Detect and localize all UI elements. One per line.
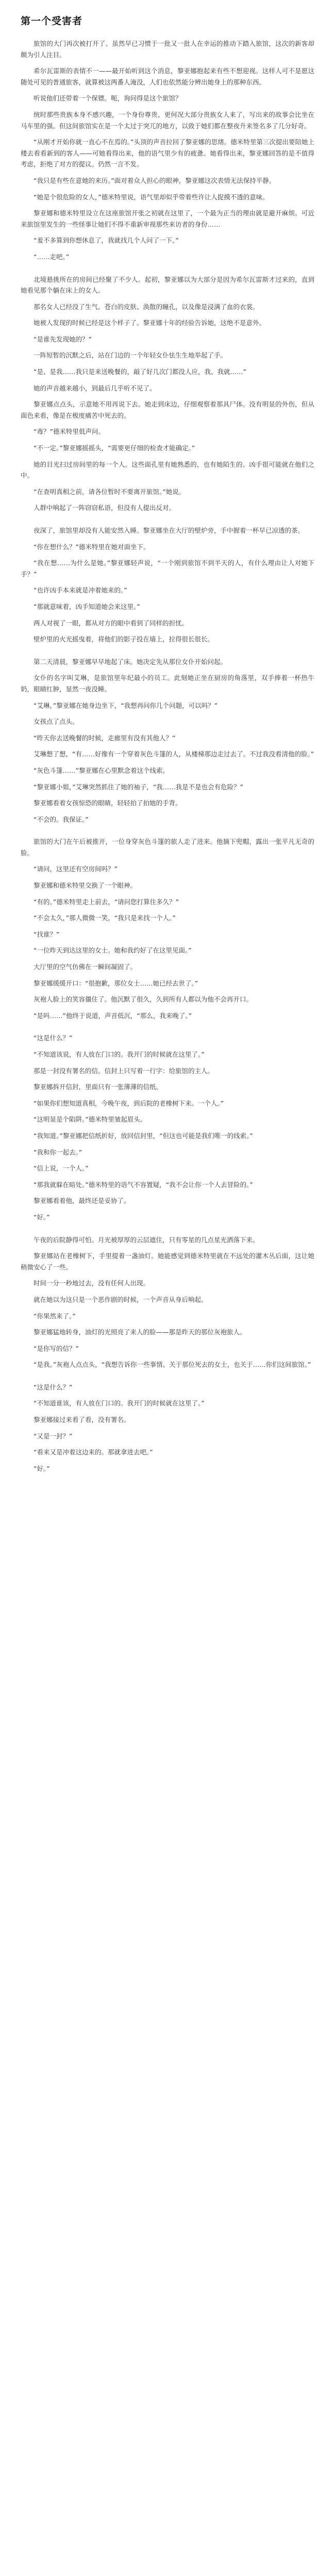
story-paragraph: “羞不多算到你想休息了，我就找几个人问了一下。” bbox=[34, 236, 179, 245]
story-paragraph: “好。” bbox=[34, 1464, 50, 1472]
story-paragraph: 夜深了，旅馆里却没有人能安然入睡。黎亚娜坐在大厅的壁炉旁，手中握着一杯早已凉透的茶。 bbox=[34, 527, 305, 534]
story-paragraph: “这是什么？” bbox=[34, 1383, 73, 1391]
section-break bbox=[21, 1026, 314, 1032]
story-paragraph: 那是一封没有署名的信。信封上只写着一行字：给旅馆的主人。 bbox=[34, 1066, 214, 1075]
story-paragraph: 大厅里的空气仿佛在一瞬间凝固了。 bbox=[34, 963, 137, 971]
section-break bbox=[21, 830, 314, 836]
story-paragraph: “你在想什么？”德米特里在她对面坐下。 bbox=[34, 543, 150, 551]
story-paragraph: 女孩点了点头。 bbox=[34, 718, 79, 726]
section-break bbox=[21, 1376, 314, 1382]
section-break bbox=[21, 519, 314, 525]
story-paragraph: “毒？”德米特里低声问。 bbox=[34, 428, 105, 436]
story-paragraph: “我只是有些在意她的来历。”面对着众人担心的眼神，黎亚娜这次表情无法保持平静。 bbox=[34, 176, 276, 184]
story-paragraph: “是谁先发现她的？” bbox=[34, 335, 92, 343]
story-paragraph: “一位昨天到达这里的女士。她和我约好了在这里见面。” bbox=[34, 946, 192, 955]
story-paragraph: “那就意味着，凶手知道她会来这里。” bbox=[34, 602, 140, 611]
story-paragraph: 时间一分一秒地过去，没有任何人出现。 bbox=[34, 1279, 150, 1287]
story-paragraph: “也许凶手本来就是冲着她来的。” bbox=[34, 586, 127, 595]
story-paragraph: “找谁？” bbox=[34, 930, 60, 938]
story-paragraph: 黎亚娜和德米特里交换了一个眼神。 bbox=[34, 882, 137, 890]
story-paragraph: “看来又是冲着这边来的。那就拿进去吧。” bbox=[34, 1448, 153, 1456]
story-paragraph: 灰袍人脸上的笑容僵住了。他沉默了很久，久到所有人都以为他不会再开口。 bbox=[34, 995, 253, 1004]
story-paragraph: “艾琳，”黎亚娜在她身边坐下，“我想再问你几个问题，可以吗？” bbox=[34, 701, 218, 709]
story-paragraph: 人群中响起了一阵窃窃私语，但没有人提出反对。 bbox=[34, 504, 176, 512]
story-paragraph: 壁炉里的火光摇曳着，将他们的影子投在墙上，拉得很长很长。 bbox=[34, 635, 214, 643]
story-paragraph: “灰色斗篷……”黎亚娜在心里默念着这个线索。 bbox=[34, 766, 169, 774]
story-paragraph: “我知道。”黎亚娜把信纸折好，放回信封里，“但这也可能是我们唯一的线索。” bbox=[34, 1131, 253, 1140]
story-paragraph: “我在想……为什么是她。”黎亚娜轻声说，“一个刚到旅馆不到半天的人，有什么理由让人对她下手？” bbox=[21, 559, 314, 578]
story-paragraph: 她的声音越来越小，到最后几乎听不见了。 bbox=[34, 384, 156, 392]
story-paragraph: 黎亚娜看着女孩惊恐的眼睛，轻轻拍了拍她的手背。 bbox=[34, 799, 182, 807]
story-paragraph: 就在她以为这只是一个恶作剧的时候，一个声音从身后响起。 bbox=[34, 1295, 208, 1303]
story-paragraph: “这明显是个陷阱。”德米特里皱起眉头。 bbox=[34, 1115, 147, 1124]
story-paragraph: “好。” bbox=[34, 1213, 50, 1221]
story-paragraph: 黎亚娜接过来看了看，没有署名。 bbox=[34, 1416, 130, 1424]
story-paragraph: 黎亚娜猛地转身，油灯的光照亮了来人的脸——那是昨天的那位灰袍旅人。 bbox=[34, 1328, 246, 1336]
story-paragraph: 黎亚娜看着他，最终还是妥协了。 bbox=[34, 1197, 130, 1205]
story-paragraph: 北境悬挑所在的房间已经聚了不少人。起初，黎亚娜以为大部分是因为希尔瓦雷斯才过来的，直到她看见那个躺在床上的女人。 bbox=[21, 275, 314, 295]
story-paragraph: “她是个很危险的女人，”德米特里说，语气里却似乎带着些许让人捉摸不透的意味。 bbox=[34, 193, 269, 201]
story-paragraph: “不知道谁该，有人放在门口的。我开门的时候就在这里了。” bbox=[34, 1399, 205, 1408]
story-paragraph: 旅馆的大门再次被打开了。虽然早已习惯于一批又一批人在幸运的推动下踏入旅馆，这次的新客却颇为引人注目。 bbox=[21, 40, 314, 59]
story-paragraph: “……走吧。” bbox=[34, 252, 70, 261]
story-paragraph: 黎亚娜拆开信封，里面只有一张薄薄的信纸。 bbox=[34, 1083, 163, 1091]
story-paragraph: “不会太久，”那人微微一笑，“我只是来找一个人。” bbox=[34, 914, 176, 922]
story-paragraph: 午夜的后院静得可怕。月光被厚厚的云层遮住，只有零星的几点星光洒落下来。 bbox=[34, 1235, 259, 1244]
story-paragraph: 那名女人已经没了生气。苍白的皮肤、涣散的瞳孔，以及像是浸满了血的衣裳。 bbox=[34, 302, 259, 311]
story-paragraph: 第二天清晨，黎亚娜早早地起了床。她决定先从那位女仆开始问起。 bbox=[34, 657, 227, 666]
story-paragraph: 希尔瓦雷斯的表情不一——最开始听到这个消息，黎亚娜抱起来有些不想迎视。这样人可不是愿这随处可见的普通旅客，就算被这两番人淹没，人们也依然能分辨出她身上的那种东西。 bbox=[21, 67, 314, 86]
story-paragraph: “又是一封？” bbox=[34, 1432, 73, 1440]
story-paragraph: “是我。”灰袍人点点头，“我想告诉你一些事情。关于那位死去的女士，也关于……你们这间旅馆。” bbox=[34, 1361, 311, 1369]
story-paragraph: 黎亚娜缓缓开口：“很抱歉，那位女士……她已经去世了。” bbox=[34, 979, 198, 987]
story-paragraph: “信上说，一个人。” bbox=[34, 1164, 89, 1173]
story-paragraph: “请问，这里还有空房间吗？” bbox=[34, 865, 118, 873]
story-paragraph: “是吗……”他终于说道，声音低沉，“那么，我来晚了。” bbox=[34, 1011, 192, 1020]
story-paragraph: “在查明真相之前，请各位暂时不要离开旅馆。”她说。 bbox=[34, 487, 186, 496]
chapter-title: 第一个受害者 bbox=[21, 15, 83, 27]
story-paragraph: 艾琳想了想，“有……好像有一个穿着灰色斗篷的人，从楼梯那边走过去了。不过我没看清他的脸。” bbox=[34, 750, 314, 758]
story-paragraph: 统时那些贵族本身不感兴趣，一个身份尊贵、更何况大部分贵族女人来了，写出来的故事会比坐在马车里的强。但这间旅馆实在是一个太过于突兀的地方，以致于她们都在整夜升来签名多了几分好奇。 bbox=[21, 110, 314, 130]
story-paragraph: “这是什么？” bbox=[34, 1034, 73, 1042]
story-paragraph: 黎亚娜点点头，示意她不用再说下去。她走到床边，仔细观察着那具尸体。没有明显的外伤，但从面色来看，像是在极度痛苦中死去的。 bbox=[21, 400, 314, 419]
story-paragraph: 旅馆的大门在午后被推开，一位身穿灰色斗篷的旅人走了进来。他摘下兜帽，露出一张平凡无奇的脸。 bbox=[21, 838, 314, 857]
story-paragraph: 一阵短暂的沉默之后，站在门边的一个年轻女仆怯生生地举起了手。 bbox=[34, 351, 227, 360]
section-break bbox=[21, 268, 314, 274]
story-paragraph: “我和你一起去。” bbox=[34, 1148, 82, 1156]
story-paragraph: “不一定。”黎亚娜摇摇头，“需要更仔细的检查才能确定。” bbox=[34, 444, 195, 452]
story-paragraph: 女仆的名字叫艾琳，是旅馆里年纪最小的员工。此刻她正坐在厨房的角落里，双手捧着一杯热牛奶，眼睛红肿，显然一夜没睡。 bbox=[21, 674, 314, 693]
story-paragraph: “不知道该说，有人放在门口的。我开门的时候就在这里了。” bbox=[34, 1050, 205, 1058]
story-paragraph: “你果然来了。” bbox=[34, 1312, 76, 1320]
story-paragraph: 黎亚娜站在老橡树下，手里提着一盏油灯。她能感觉到德米特里就在不远处的灌木丛后面，这让她稍微安心了一些。 bbox=[21, 1252, 314, 1271]
story-paragraph: “是你写的信？” bbox=[34, 1344, 79, 1352]
story-body bbox=[21, 38, 314, 1474]
story-paragraph: “黎亚娜小姐，”艾琳突然抓住了她的袖子，“我……我是不是也会有危险？” bbox=[34, 783, 244, 791]
story-paragraph: 黎亚娜和德米特里设立在这座旅馆开张之初就在这里了，一个最为正当的理由就是避开麻烦。可近来旅馆里发生的一些怪事让她们不得不重新审视那些来访者的身份…… bbox=[21, 209, 314, 228]
story-paragraph: “是、是我……我只是来送晚餐的，敲了好几次门都没人应，我、我就……” bbox=[34, 368, 246, 376]
story-paragraph: “那我就躲在暗处。”德米特里的语气不容置疑，“我不会让你一个人去冒险的。” bbox=[34, 1180, 253, 1189]
story-paragraph: “不会的。我保证。” bbox=[34, 815, 89, 823]
story-paragraph: “从刚才开始你就一直心不在焉的。”头顶的声音拉回了黎亚娜的思绪。德米特里第三次提出要陪她上楼去看看新到的客人——可她看得出来，他的语气里少有的疲惫。她看得出来，黎亚娜回答的是不值得考虑，拒绝了对方的提议。仍然一言不发。 bbox=[21, 138, 314, 168]
story-paragraph: 两人对视了一眼，都从对方的眼中看到了同样的担忧。 bbox=[34, 619, 189, 627]
story-paragraph: 她的目光扫过房间里的每一个人。这些面孔里有她熟悉的，也有她陌生的。凶手很可能就在他们之中。 bbox=[21, 460, 314, 480]
story-paragraph: “如果你们想知道真相，今晚午夜，到后院的老橡树下来。一个人。” bbox=[34, 1099, 224, 1107]
section-break bbox=[21, 650, 314, 656]
story-paragraph: “有的。”德米特里走上前去，“请问您打算住多久？” bbox=[34, 897, 179, 906]
section-break bbox=[21, 1228, 314, 1234]
story-paragraph: “昨天你去送晚餐的时候，走廊里有没有其他人？” bbox=[34, 734, 176, 742]
story-paragraph: 她被人发现的时候已经是这个样子了。黎亚娜十年的经验告诉她，这绝不是意外。 bbox=[34, 319, 266, 327]
story-paragraph: 听说他们还带着一个保镖。呃，询问得是这个旅馆？ bbox=[34, 94, 182, 103]
